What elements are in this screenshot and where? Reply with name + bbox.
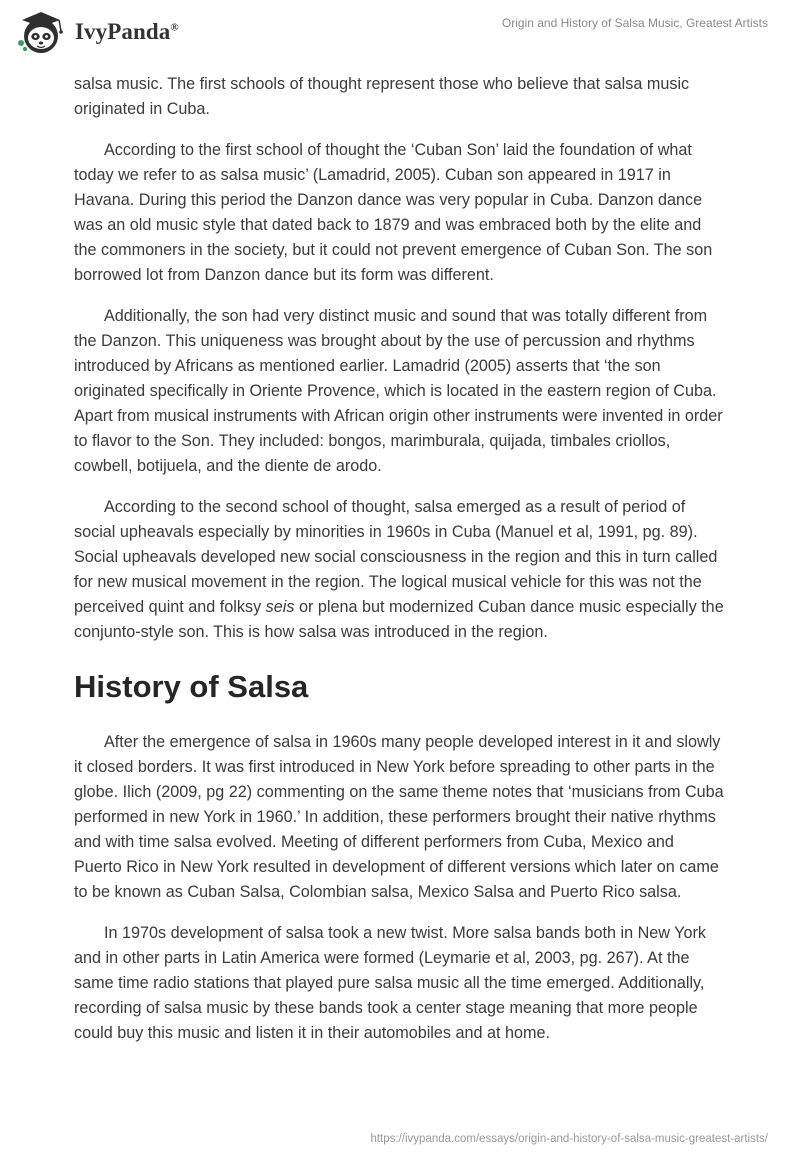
- brand-logo[interactable]: [16, 8, 179, 56]
- brand-name: IvyPanda®: [75, 19, 179, 44]
- paragraph: salsa music. The first schools of thought represent those who believe that salsa music originated in Cuba.: [74, 75, 690, 118]
- paragraph: According to the second school of thought, salsa emerged as a result of period of social upheavals especially by minorities in 1960s in Cuba (Manuel et al, 1991, pg. 89). Social upheavals developed new social consciousness in the region and this in turn called for new musical movement in the region. The logical musical vehicle for this was not the perceived quint and folksy seis or plena but modernized Cuban dance music especially the conjunto-style son. This is how salsa was introduced in the region.: [74, 498, 724, 641]
- footer-url[interactable]: https://ivypanda.com/essays/origin-and-history-of-salsa-music-greatest-artists/: [370, 1133, 768, 1145]
- paragraph: In 1970s development of salsa took a new twist. More salsa bands both in New York and in other parts in Latin America were formed (Leymarie et al, 2003, pg. 267). At the same time radio stations that played pure salsa music all the time emerged. Additionally, recording of salsa music by these bands took a center stage meaning that more people could buy this music and listen it in their automobiles and at home.: [74, 924, 706, 1042]
- paragraph: According to the first school of thought the ‘Cuban Son’ laid the foundation of what today we refer to as salsa music’ (Lamadrid, 2005). Cuban son appeared in 1917 in Havana. During this period the Danzon dance was very popular in Cuba. Danzon dance was an old music style that dated back to 1879 and was embraced both by the elite and the commoners in the society, but it could not prevent emergence of Cuban Son. The son borrowed lot from Danzon dance but its form was different.: [74, 141, 713, 284]
- essay-content: [74, 72, 724, 1046]
- paragraph: After the emergence of salsa in 1960s many people developed interest in it and slowly it closed borders. It was first introduced in New York before spreading to other parts in the globe. Ilich (2009, pg 22) commenting on the same theme notes that ‘musicians from Cuba performed in new York in 1960.’ In addition, these performers brought their native rhythms and with time salsa evolved. Meeting of different performers from Cuba, Mexico and Puerto Rico in New York resulted in development of different versions which later on came to be known as Cuban Salsa, Colombian salsa, Mexico Salsa and Puerto Rico salsa.: [74, 733, 724, 901]
- panda-graduate-icon: [16, 9, 68, 55]
- page-title: Origin and History of Salsa Music, Greatest Artists: [501, 16, 768, 30]
- italic-term: seis: [265, 598, 295, 616]
- section-heading: History of Salsa: [74, 669, 309, 704]
- paragraph: Additionally, the son had very distinct music and sound that was totally different from the Danzon. This uniqueness was brought about by the use of percussion and rhythms introduced by Africans as mentioned earlier. Lamadrid (2005) asserts that ‘the son originated specifically in Oriente Provence, which is located in the eastern region of Cuba. Apart from musical instruments with African origin other instruments were invented in order to flavor to the Son. They included: bongos, marimburala, quijada, timbales criollos, cowbell, botijuela, and the diente de arodo.: [74, 307, 723, 475]
